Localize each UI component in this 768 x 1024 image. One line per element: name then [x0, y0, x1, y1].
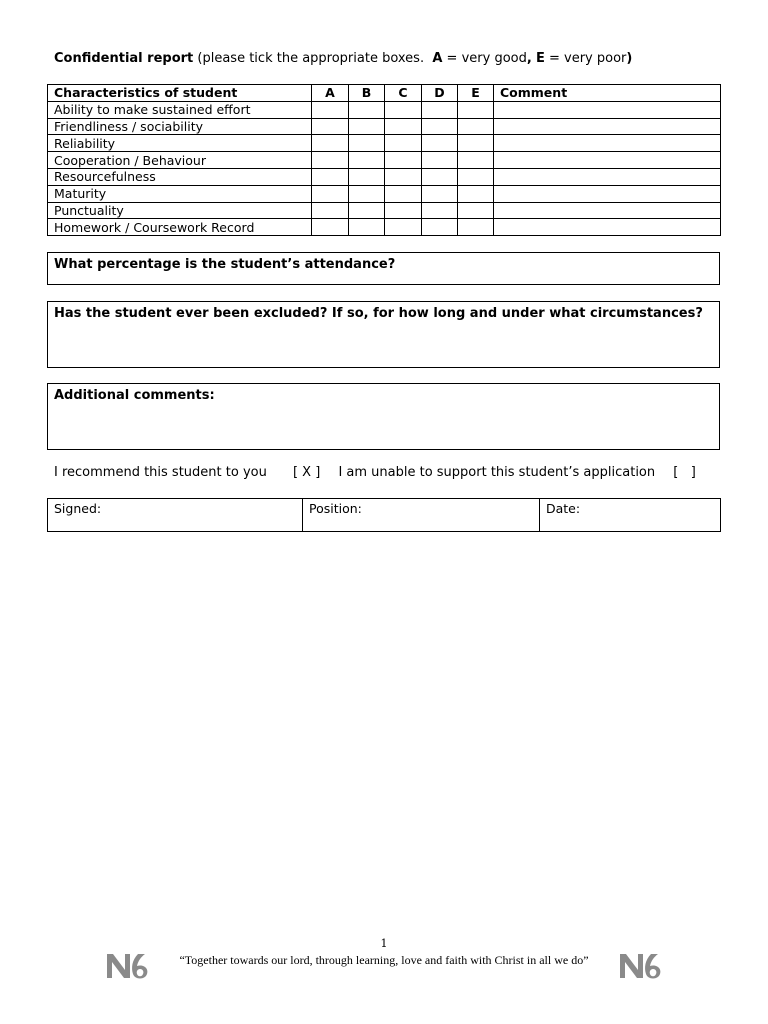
comment-cell[interactable] [494, 202, 721, 219]
exclusion-question: Has the student ever been excluded? If so, for how long and under what circumstances? [54, 306, 703, 321]
ratings-table [47, 84, 721, 236]
col-header-a: A [312, 85, 349, 102]
signed-field[interactable]: Signed: [48, 499, 303, 532]
school-logo-left [105, 950, 151, 980]
characteristic-label: Reliability [48, 135, 312, 152]
tick-box-b[interactable] [349, 101, 385, 118]
attendance-box[interactable] [47, 252, 720, 285]
table-row [48, 135, 721, 152]
unable-checkbox[interactable]: [ ] [673, 465, 696, 480]
grade-a-text: = very good [442, 51, 527, 66]
comment-cell[interactable] [494, 152, 721, 169]
tick-box-c[interactable] [385, 101, 422, 118]
recommend-checkbox[interactable]: [ X ] [292, 465, 321, 480]
grade-e-text: = very poor [544, 51, 627, 66]
tick-box-d[interactable] [422, 219, 458, 236]
characteristic-label: Homework / Coursework Record [48, 219, 312, 236]
col-header-d: D [422, 85, 458, 102]
tick-box-b[interactable] [349, 168, 385, 185]
tick-box-d[interactable] [422, 202, 458, 219]
additional-comments-box[interactable] [47, 383, 720, 450]
tick-box-b[interactable] [349, 219, 385, 236]
instruction-text: (please tick the appropriate boxes. [197, 51, 425, 66]
school-logo-right [618, 950, 664, 980]
characteristic-label: Punctuality [48, 202, 312, 219]
signature-table [47, 498, 721, 532]
ratings-header-row [48, 85, 721, 102]
tick-box-e[interactable] [458, 118, 494, 135]
grade-e-key: E [535, 51, 545, 66]
tick-box-a[interactable] [312, 135, 349, 152]
tick-box-a[interactable] [312, 101, 349, 118]
table-row [48, 219, 721, 236]
recommendation-line [54, 465, 696, 480]
characteristic-label: Ability to make sustained effort [48, 101, 312, 118]
tick-box-d[interactable] [422, 101, 458, 118]
position-field[interactable]: Position: [303, 499, 540, 532]
tick-box-c[interactable] [385, 168, 422, 185]
table-row [48, 202, 721, 219]
grade-a-key: A [432, 51, 443, 66]
signature-row [48, 499, 721, 532]
tick-box-e[interactable] [458, 101, 494, 118]
tick-box-e[interactable] [458, 152, 494, 169]
characteristic-label: Maturity [48, 185, 312, 202]
comment-cell[interactable] [494, 168, 721, 185]
tick-box-b[interactable] [349, 185, 385, 202]
tick-box-a[interactable] [312, 219, 349, 236]
characteristic-label: Friendliness / sociability [48, 118, 312, 135]
tick-box-d[interactable] [422, 135, 458, 152]
col-header-c: C [385, 85, 422, 102]
tick-box-a[interactable] [312, 118, 349, 135]
comment-cell[interactable] [494, 135, 721, 152]
col-header-characteristics: Characteristics of student [48, 85, 312, 102]
comment-cell[interactable] [494, 219, 721, 236]
tick-box-d[interactable] [422, 185, 458, 202]
tick-box-d[interactable] [422, 152, 458, 169]
tick-box-a[interactable] [312, 152, 349, 169]
col-header-b: B [349, 85, 385, 102]
heading-close: ) [626, 51, 633, 66]
tick-box-b[interactable] [349, 135, 385, 152]
tick-box-c[interactable] [385, 185, 422, 202]
tick-box-e[interactable] [458, 168, 494, 185]
table-row [48, 152, 721, 169]
tick-box-b[interactable] [349, 152, 385, 169]
col-header-comment: Comment [494, 85, 721, 102]
attendance-question: What percentage is the student’s attendance? [54, 257, 396, 272]
tick-box-c[interactable] [385, 202, 422, 219]
report-heading [54, 51, 632, 66]
tick-box-e[interactable] [458, 185, 494, 202]
exclusion-box[interactable] [47, 301, 720, 368]
comment-cell[interactable] [494, 185, 721, 202]
recommend-text: I recommend this student to you [54, 465, 267, 480]
characteristic-label: Resourcefulness [48, 168, 312, 185]
tick-box-e[interactable] [458, 202, 494, 219]
table-row [48, 118, 721, 135]
tick-box-a[interactable] [312, 202, 349, 219]
report-title: Confidential report [54, 51, 194, 66]
tick-box-c[interactable] [385, 219, 422, 236]
table-row [48, 101, 721, 118]
tick-box-b[interactable] [349, 202, 385, 219]
table-row [48, 185, 721, 202]
page-number: 1 [380, 937, 388, 950]
additional-comments-label: Additional comments: [54, 388, 215, 403]
tick-box-c[interactable] [385, 135, 422, 152]
footer-motto: “Together towards our lord, through learning, love and faith with Christ in all we do” [179, 953, 589, 967]
tick-box-c[interactable] [385, 118, 422, 135]
tick-box-d[interactable] [422, 168, 458, 185]
tick-box-d[interactable] [422, 118, 458, 135]
tick-box-c[interactable] [385, 152, 422, 169]
characteristic-label: Cooperation / Behaviour [48, 152, 312, 169]
tick-box-b[interactable] [349, 118, 385, 135]
tick-box-e[interactable] [458, 219, 494, 236]
tick-box-a[interactable] [312, 168, 349, 185]
table-row [48, 168, 721, 185]
col-header-e: E [458, 85, 494, 102]
unable-text: I am unable to support this student’s application [338, 465, 656, 480]
comment-cell[interactable] [494, 101, 721, 118]
comment-cell[interactable] [494, 118, 721, 135]
date-field[interactable]: Date: [540, 499, 721, 532]
tick-box-e[interactable] [458, 135, 494, 152]
tick-box-a[interactable] [312, 185, 349, 202]
heading-comma: , [526, 51, 532, 66]
